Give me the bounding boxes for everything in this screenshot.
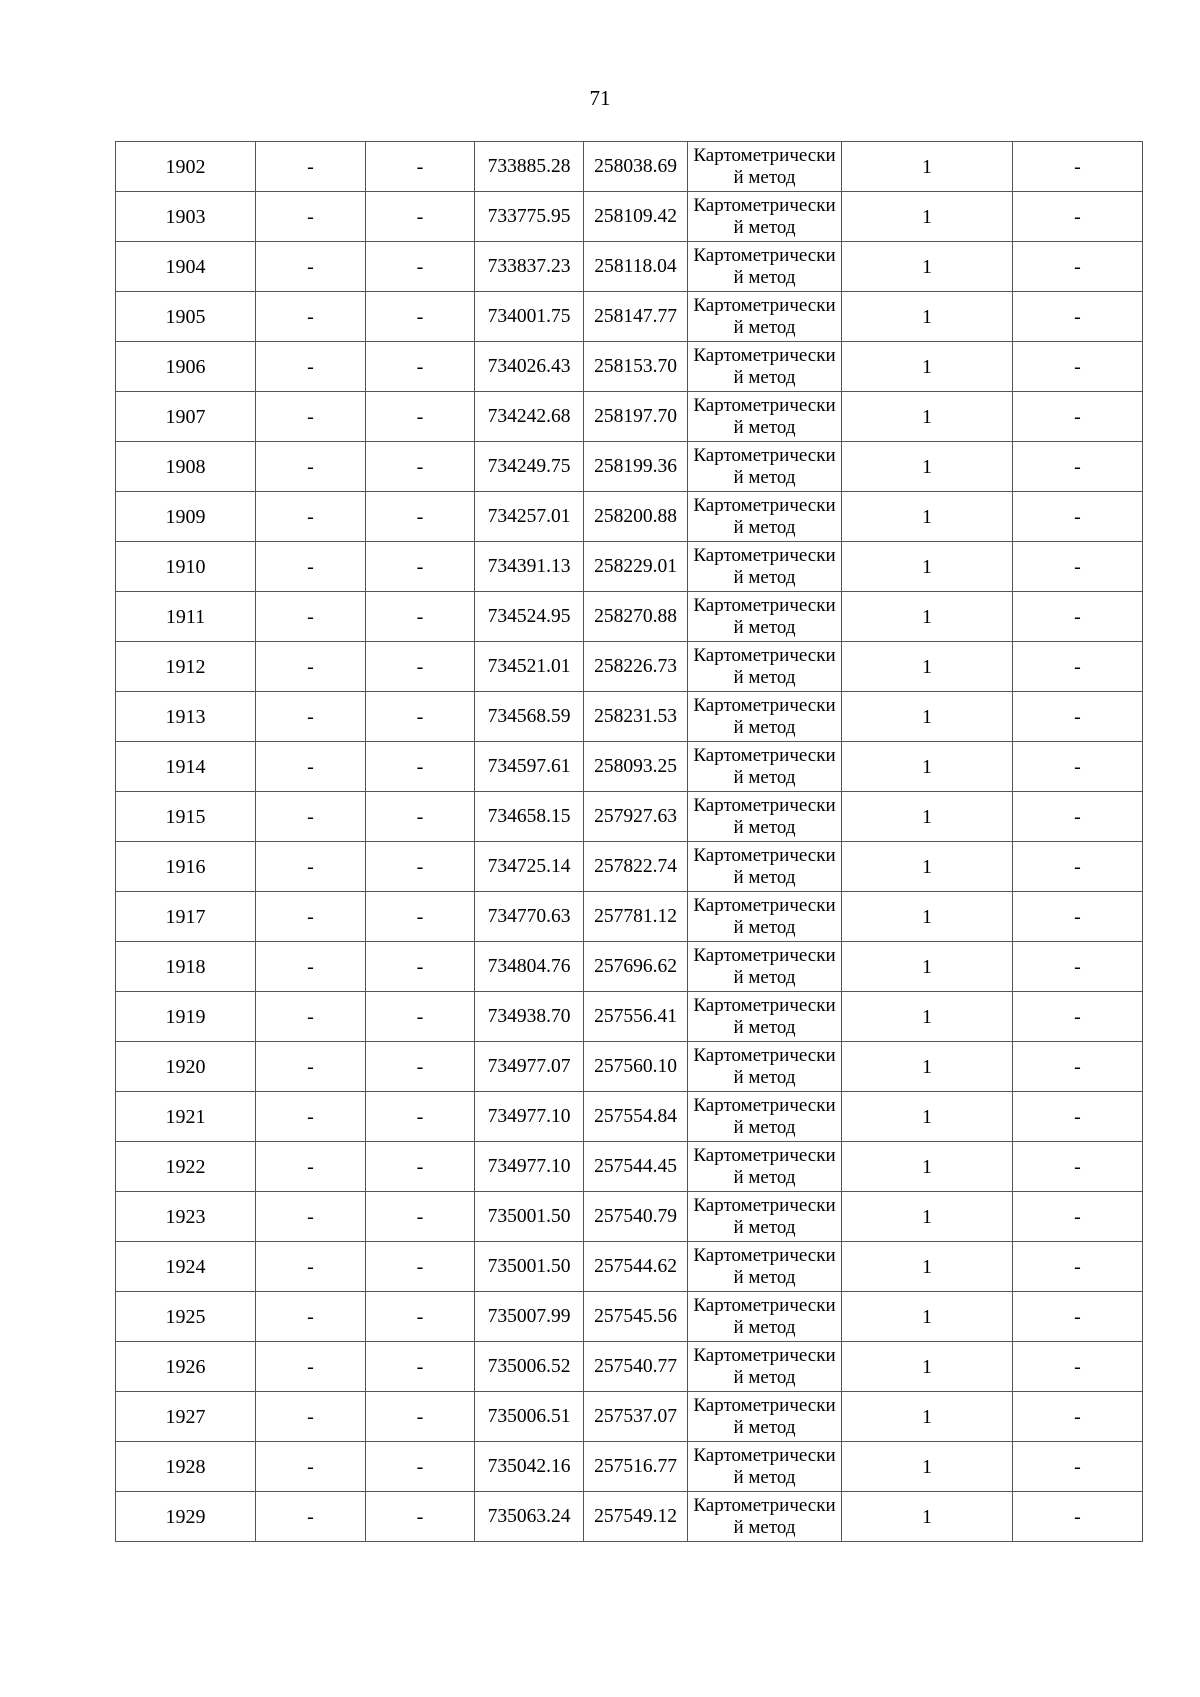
method-cell: Картометрический метод	[688, 1292, 842, 1342]
column-2-cell: -	[256, 192, 366, 242]
column-2-cell: -	[256, 242, 366, 292]
method-cell: Картометрический метод	[688, 892, 842, 942]
method-cell: Картометрический метод	[688, 1142, 842, 1192]
column-3-cell: -	[366, 642, 475, 692]
method-cell: Картометрический метод	[688, 592, 842, 642]
column-2-cell: -	[256, 992, 366, 1042]
x-coordinate-cell: 734977.10	[475, 1142, 584, 1192]
x-coordinate-cell: 733885.28	[475, 142, 584, 192]
method-cell: Картометрический метод	[688, 792, 842, 842]
method-cell: Картометрический метод	[688, 1092, 842, 1142]
column-7-cell: 1	[842, 642, 1013, 692]
column-7-cell: 1	[842, 542, 1013, 592]
column-2-cell: -	[256, 542, 366, 592]
column-7-cell: 1	[842, 242, 1013, 292]
column-8-cell: -	[1013, 1392, 1143, 1442]
method-cell: Картометрический метод	[688, 1192, 842, 1242]
table-row	[116, 342, 1143, 392]
method-cell: Картометрический метод	[688, 142, 842, 192]
column-2-cell: -	[256, 642, 366, 692]
method-cell: Картометрический метод	[688, 1042, 842, 1092]
x-coordinate-cell: 733837.23	[475, 242, 584, 292]
point-number-cell: 1902	[116, 142, 256, 192]
table-row	[116, 1292, 1143, 1342]
column-3-cell: -	[366, 592, 475, 642]
column-7-cell: 1	[842, 792, 1013, 842]
column-8-cell: -	[1013, 692, 1143, 742]
y-coordinate-cell: 257554.84	[584, 1092, 688, 1142]
table-row	[116, 842, 1143, 892]
column-3-cell: -	[366, 1192, 475, 1242]
column-2-cell: -	[256, 1142, 366, 1192]
point-number-cell: 1906	[116, 342, 256, 392]
coordinates-table	[115, 141, 1143, 1542]
column-7-cell: 1	[842, 742, 1013, 792]
column-8-cell: -	[1013, 492, 1143, 542]
y-coordinate-cell: 257556.41	[584, 992, 688, 1042]
column-8-cell: -	[1013, 1492, 1143, 1542]
column-2-cell: -	[256, 392, 366, 442]
column-3-cell: -	[366, 792, 475, 842]
x-coordinate-cell: 734725.14	[475, 842, 584, 892]
table-row	[116, 1242, 1143, 1292]
x-coordinate-cell: 734001.75	[475, 292, 584, 342]
x-coordinate-cell: 734026.43	[475, 342, 584, 392]
x-coordinate-cell: 734249.75	[475, 442, 584, 492]
method-cell: Картометрический метод	[688, 292, 842, 342]
column-7-cell: 1	[842, 442, 1013, 492]
column-7-cell: 1	[842, 1192, 1013, 1242]
column-2-cell: -	[256, 1242, 366, 1292]
column-8-cell: -	[1013, 442, 1143, 492]
column-7-cell: 1	[842, 692, 1013, 742]
table-row	[116, 992, 1143, 1042]
method-cell: Картометрический метод	[688, 1442, 842, 1492]
point-number-cell: 1925	[116, 1292, 256, 1342]
column-2-cell: -	[256, 1292, 366, 1342]
column-2-cell: -	[256, 892, 366, 942]
y-coordinate-cell: 258231.53	[584, 692, 688, 742]
column-8-cell: -	[1013, 892, 1143, 942]
x-coordinate-cell: 735042.16	[475, 1442, 584, 1492]
column-7-cell: 1	[842, 1392, 1013, 1442]
x-coordinate-cell: 734597.61	[475, 742, 584, 792]
column-2-cell: -	[256, 292, 366, 342]
column-7-cell: 1	[842, 1342, 1013, 1392]
table-row	[116, 642, 1143, 692]
point-number-cell: 1928	[116, 1442, 256, 1492]
point-number-cell: 1918	[116, 942, 256, 992]
x-coordinate-cell: 734804.76	[475, 942, 584, 992]
point-number-cell: 1919	[116, 992, 256, 1042]
column-8-cell: -	[1013, 392, 1143, 442]
point-number-cell: 1929	[116, 1492, 256, 1542]
column-3-cell: -	[366, 1092, 475, 1142]
column-2-cell: -	[256, 1392, 366, 1442]
column-3-cell: -	[366, 992, 475, 1042]
method-cell: Картометрический метод	[688, 692, 842, 742]
column-2-cell: -	[256, 1092, 366, 1142]
point-number-cell: 1922	[116, 1142, 256, 1192]
column-2-cell: -	[256, 442, 366, 492]
table-row	[116, 1392, 1143, 1442]
column-7-cell: 1	[842, 142, 1013, 192]
method-cell: Картометрический метод	[688, 992, 842, 1042]
column-8-cell: -	[1013, 1092, 1143, 1142]
column-8-cell: -	[1013, 792, 1143, 842]
column-3-cell: -	[366, 1142, 475, 1192]
column-2-cell: -	[256, 1042, 366, 1092]
column-2-cell: -	[256, 1442, 366, 1492]
x-coordinate-cell: 734938.70	[475, 992, 584, 1042]
x-coordinate-cell: 734521.01	[475, 642, 584, 692]
point-number-cell: 1920	[116, 1042, 256, 1092]
y-coordinate-cell: 258199.36	[584, 442, 688, 492]
y-coordinate-cell: 258118.04	[584, 242, 688, 292]
method-cell: Картометрический метод	[688, 1492, 842, 1542]
column-7-cell: 1	[842, 592, 1013, 642]
y-coordinate-cell: 258038.69	[584, 142, 688, 192]
y-coordinate-cell: 257545.56	[584, 1292, 688, 1342]
table-row	[116, 942, 1143, 992]
x-coordinate-cell: 735007.99	[475, 1292, 584, 1342]
column-3-cell: -	[366, 242, 475, 292]
y-coordinate-cell: 258197.70	[584, 392, 688, 442]
column-2-cell: -	[256, 342, 366, 392]
table-row	[116, 1142, 1143, 1192]
point-number-cell: 1910	[116, 542, 256, 592]
y-coordinate-cell: 258270.88	[584, 592, 688, 642]
table-row	[116, 742, 1143, 792]
y-coordinate-cell: 257540.79	[584, 1192, 688, 1242]
column-3-cell: -	[366, 1392, 475, 1442]
x-coordinate-cell: 735001.50	[475, 1192, 584, 1242]
y-coordinate-cell: 257544.62	[584, 1242, 688, 1292]
column-7-cell: 1	[842, 942, 1013, 992]
column-8-cell: -	[1013, 242, 1143, 292]
column-7-cell: 1	[842, 192, 1013, 242]
column-7-cell: 1	[842, 1442, 1013, 1492]
column-8-cell: -	[1013, 1242, 1143, 1292]
point-number-cell: 1914	[116, 742, 256, 792]
y-coordinate-cell: 257560.10	[584, 1042, 688, 1092]
y-coordinate-cell: 258153.70	[584, 342, 688, 392]
column-7-cell: 1	[842, 1042, 1013, 1092]
column-2-cell: -	[256, 592, 366, 642]
column-2-cell: -	[256, 1492, 366, 1542]
column-3-cell: -	[366, 142, 475, 192]
column-3-cell: -	[366, 1292, 475, 1342]
column-2-cell: -	[256, 942, 366, 992]
x-coordinate-cell: 734977.10	[475, 1092, 584, 1142]
table-row	[116, 442, 1143, 492]
column-3-cell: -	[366, 1442, 475, 1492]
column-3-cell: -	[366, 492, 475, 542]
x-coordinate-cell: 734658.15	[475, 792, 584, 842]
method-cell: Картометрический метод	[688, 492, 842, 542]
column-8-cell: -	[1013, 542, 1143, 592]
point-number-cell: 1909	[116, 492, 256, 542]
table-row	[116, 192, 1143, 242]
column-2-cell: -	[256, 792, 366, 842]
point-number-cell: 1912	[116, 642, 256, 692]
column-8-cell: -	[1013, 342, 1143, 392]
column-8-cell: -	[1013, 992, 1143, 1042]
x-coordinate-cell: 734568.59	[475, 692, 584, 742]
y-coordinate-cell: 258109.42	[584, 192, 688, 242]
point-number-cell: 1908	[116, 442, 256, 492]
method-cell: Картометрический метод	[688, 842, 842, 892]
column-7-cell: 1	[842, 992, 1013, 1042]
column-8-cell: -	[1013, 1042, 1143, 1092]
column-7-cell: 1	[842, 1092, 1013, 1142]
column-3-cell: -	[366, 292, 475, 342]
x-coordinate-cell: 735006.51	[475, 1392, 584, 1442]
point-number-cell: 1903	[116, 192, 256, 242]
table-row	[116, 392, 1143, 442]
table-row	[116, 792, 1143, 842]
x-coordinate-cell: 735001.50	[475, 1242, 584, 1292]
y-coordinate-cell: 258200.88	[584, 492, 688, 542]
point-number-cell: 1924	[116, 1242, 256, 1292]
column-7-cell: 1	[842, 1292, 1013, 1342]
table-row	[116, 542, 1143, 592]
column-7-cell: 1	[842, 842, 1013, 892]
column-2-cell: -	[256, 842, 366, 892]
method-cell: Картометрический метод	[688, 242, 842, 292]
column-3-cell: -	[366, 1342, 475, 1392]
column-7-cell: 1	[842, 1492, 1013, 1542]
table-row	[116, 1042, 1143, 1092]
x-coordinate-cell: 734257.01	[475, 492, 584, 542]
column-3-cell: -	[366, 942, 475, 992]
column-8-cell: -	[1013, 142, 1143, 192]
point-number-cell: 1926	[116, 1342, 256, 1392]
point-number-cell: 1911	[116, 592, 256, 642]
y-coordinate-cell: 258093.25	[584, 742, 688, 792]
method-cell: Картометрический метод	[688, 1342, 842, 1392]
method-cell: Картометрический метод	[688, 542, 842, 592]
method-cell: Картометрический метод	[688, 942, 842, 992]
column-3-cell: -	[366, 442, 475, 492]
column-8-cell: -	[1013, 1342, 1143, 1392]
column-3-cell: -	[366, 1242, 475, 1292]
table-row	[116, 692, 1143, 742]
table-row	[116, 592, 1143, 642]
column-7-cell: 1	[842, 292, 1013, 342]
y-coordinate-cell: 257544.45	[584, 1142, 688, 1192]
y-coordinate-cell: 257696.62	[584, 942, 688, 992]
y-coordinate-cell: 257549.12	[584, 1492, 688, 1542]
table-row	[116, 142, 1143, 192]
point-number-cell: 1904	[116, 242, 256, 292]
method-cell: Картометрический метод	[688, 442, 842, 492]
y-coordinate-cell: 257927.63	[584, 792, 688, 842]
table-row	[116, 1442, 1143, 1492]
column-7-cell: 1	[842, 342, 1013, 392]
column-2-cell: -	[256, 142, 366, 192]
point-number-cell: 1913	[116, 692, 256, 742]
column-8-cell: -	[1013, 942, 1143, 992]
y-coordinate-cell: 257822.74	[584, 842, 688, 892]
y-coordinate-cell: 258226.73	[584, 642, 688, 692]
column-8-cell: -	[1013, 1142, 1143, 1192]
x-coordinate-cell: 733775.95	[475, 192, 584, 242]
point-number-cell: 1905	[116, 292, 256, 342]
column-7-cell: 1	[842, 892, 1013, 942]
table-row	[116, 1492, 1143, 1542]
point-number-cell: 1921	[116, 1092, 256, 1142]
point-number-cell: 1907	[116, 392, 256, 442]
x-coordinate-cell: 734391.13	[475, 542, 584, 592]
table-row	[116, 492, 1143, 542]
column-7-cell: 1	[842, 392, 1013, 442]
x-coordinate-cell: 734242.68	[475, 392, 584, 442]
column-3-cell: -	[366, 1492, 475, 1542]
x-coordinate-cell: 735063.24	[475, 1492, 584, 1542]
x-coordinate-cell: 734770.63	[475, 892, 584, 942]
column-2-cell: -	[256, 1342, 366, 1392]
column-2-cell: -	[256, 742, 366, 792]
column-3-cell: -	[366, 342, 475, 392]
column-3-cell: -	[366, 192, 475, 242]
page-number: 71	[589, 86, 611, 110]
table-body	[116, 142, 1143, 1542]
column-2-cell: -	[256, 492, 366, 542]
x-coordinate-cell: 734977.07	[475, 1042, 584, 1092]
table-row	[116, 292, 1143, 342]
column-2-cell: -	[256, 1192, 366, 1242]
column-7-cell: 1	[842, 1142, 1013, 1192]
method-cell: Картометрический метод	[688, 742, 842, 792]
column-8-cell: -	[1013, 292, 1143, 342]
column-3-cell: -	[366, 742, 475, 792]
column-8-cell: -	[1013, 1292, 1143, 1342]
method-cell: Картометрический метод	[688, 642, 842, 692]
column-7-cell: 1	[842, 1242, 1013, 1292]
column-8-cell: -	[1013, 842, 1143, 892]
table-row	[116, 1192, 1143, 1242]
method-cell: Картометрический метод	[688, 342, 842, 392]
column-3-cell: -	[366, 892, 475, 942]
column-7-cell: 1	[842, 492, 1013, 542]
y-coordinate-cell: 257781.12	[584, 892, 688, 942]
y-coordinate-cell: 257516.77	[584, 1442, 688, 1492]
column-8-cell: -	[1013, 1442, 1143, 1492]
method-cell: Картометрический метод	[688, 1392, 842, 1442]
column-2-cell: -	[256, 692, 366, 742]
table-row	[116, 1342, 1143, 1392]
column-3-cell: -	[366, 1042, 475, 1092]
point-number-cell: 1915	[116, 792, 256, 842]
column-3-cell: -	[366, 542, 475, 592]
column-8-cell: -	[1013, 1192, 1143, 1242]
y-coordinate-cell: 257540.77	[584, 1342, 688, 1392]
method-cell: Картометрический метод	[688, 1242, 842, 1292]
table-row	[116, 892, 1143, 942]
column-3-cell: -	[366, 842, 475, 892]
column-3-cell: -	[366, 692, 475, 742]
point-number-cell: 1917	[116, 892, 256, 942]
table-row	[116, 1092, 1143, 1142]
point-number-cell: 1916	[116, 842, 256, 892]
method-cell: Картометрический метод	[688, 392, 842, 442]
point-number-cell: 1927	[116, 1392, 256, 1442]
column-8-cell: -	[1013, 592, 1143, 642]
column-8-cell: -	[1013, 742, 1143, 792]
column-8-cell: -	[1013, 642, 1143, 692]
x-coordinate-cell: 735006.52	[475, 1342, 584, 1392]
y-coordinate-cell: 257537.07	[584, 1392, 688, 1442]
method-cell: Картометрический метод	[688, 192, 842, 242]
column-8-cell: -	[1013, 192, 1143, 242]
point-number-cell: 1923	[116, 1192, 256, 1242]
column-3-cell: -	[366, 392, 475, 442]
y-coordinate-cell: 258147.77	[584, 292, 688, 342]
y-coordinate-cell: 258229.01	[584, 542, 688, 592]
x-coordinate-cell: 734524.95	[475, 592, 584, 642]
table-row	[116, 242, 1143, 292]
